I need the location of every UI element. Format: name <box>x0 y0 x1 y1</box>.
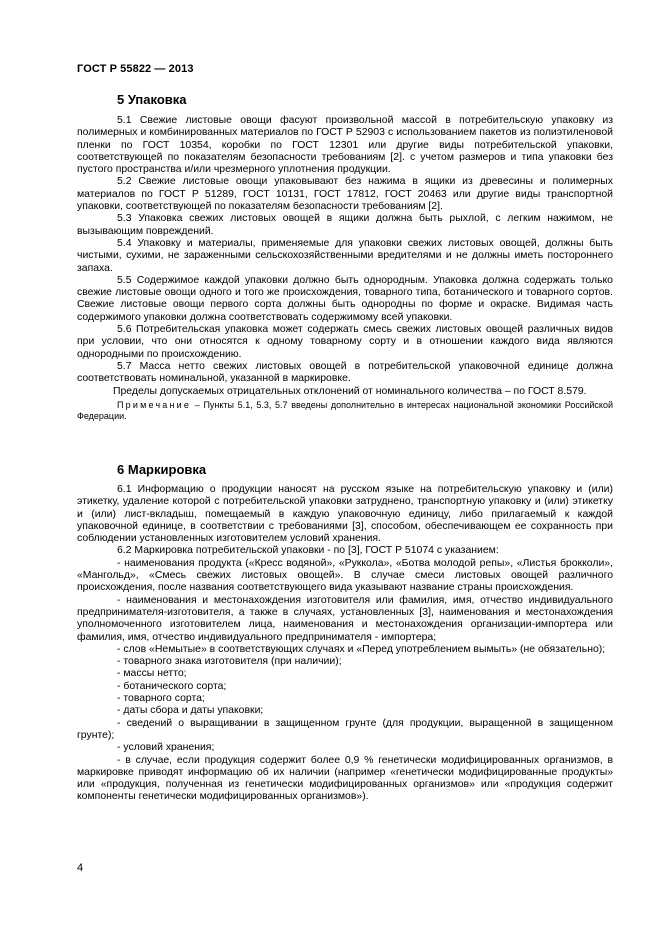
paragraph-5-3: 5.3 Упаковка свежих листовых овощей в ящики должна быть рыхлой, с легким нажимом, не вызывающим повреждений. <box>77 213 613 237</box>
note-label: Примечание <box>117 399 192 410</box>
list-item: - наименования продукта («Кресс водяной», «Руккола», «Ботва молодой репы», «Листья брокколи», «Мангольд», «Смесь свежих листовых овощей». В случае смеси листовых овощей различного происхождения, после названия соответствующего вида указывают название страны происхождения. <box>77 557 613 594</box>
section-6-body <box>77 484 613 804</box>
list-item: - слов «Немытые» в соответствующих случаях и «Перед употреблением вымыть» (не обязательно); <box>117 643 606 655</box>
list-item: - массы нетто; <box>117 668 187 680</box>
list-item: - товарного знака изготовителя (при наличии); <box>117 656 342 668</box>
paragraph-5-7: 5.7 Масса нетто свежих листовых овощей в потребительской упаковочной единице должна соответствовать номинальной, указанной в маркировке. <box>77 360 613 385</box>
paragraph-5-5: 5.5 Содержимое каждой упаковки должно быть однородным. Упаковка должна содержать только свежие листовые овощи одного и того же происхождения, товарного типа, ботанического и товарного сортов. Свежие листовые овощи первого сорта должны быть однородны по форме и окраске. Видимая часть содержимого упаковки должна соответствовать содержимому всей упаковки. <box>77 274 613 323</box>
list-item: - условий хранения; <box>117 742 215 754</box>
list-item: - даты сбора и даты упаковки; <box>117 705 264 717</box>
section-5-heading: 5 Упаковка <box>117 92 187 107</box>
paragraph-tolerances: Пределы допускаемых отрицательных отклонений от номинального количества – по ГОСТ 8.579. <box>113 385 587 397</box>
section-5-body <box>77 115 613 422</box>
paragraph-5-1: 5.1 Свежие листовые овощи фасуют произвольной массой в потребительскую упаковку из полимерных и комбинированных материалов по ГОСТ Р 52903 с использованием пакетов из полиэтиленовой пленки по ГОСТ 10354, коробки по ГОСТ 12301 или другие виды потребительской упаковки, соответствующей по показателям безопасности требованиям [2]. с учетом размеров и типа упаковки без пустого пространства и/или чрезмерного уплотнения продукции. <box>77 115 613 176</box>
page-number: 4 <box>77 862 84 874</box>
paragraph-5-4: 5.4 Упаковку и материалы, применяемые для упаковки свежих листовых овощей, должны быть чистыми, сухими, не зараженными сельскохозяйственными вредителями и не должны иметь постороннего запаха. <box>77 237 613 274</box>
list-item: - в случае, если продукция содержит более 0,9 % генетически модифицированных организмов, в маркировке приводят информацию об их наличии (например «генетически модифицированные продукты» или «продукция, полученная из генетически модифицированных организмов» или «продукция содержит компоненты генетически модифицированных организмов»). <box>77 754 613 803</box>
paragraph-6-1: 6.1 Информацию о продукции наносят на русском языке на потребительскую упаковку и (или) этикетку, удаление которой с потребительской упаковки затруднено, транспортную упаковку и (или) этикетку и (или) лист-вкладыш, помещаемый в каждую упаковочную единицу, либо прилагаемый к каждой упаковочной единице, в соответствии с требованиями [3], способом, обеспечивающем ее сохранность при соблюдении установленных изготовителем условий хранения. <box>77 484 613 545</box>
list-item: - ботанического сорта; <box>117 680 227 692</box>
list-item: - наименования и местонахождения изготовителя или фамилия, имя, отчество индивидуального предпринимателя-изготовителя, а также в случаях, установленных [3], наименования и местонахождения уполномоченного изготовителем лица, наименования и местонахождения организации-импортера или фамилия, имя, отчество индивидуального предпринимателя - импортера; <box>77 594 613 643</box>
section-6-heading: 6 Маркировка <box>117 462 207 477</box>
standard-header: ГОСТ Р 55822 — 2013 <box>77 63 194 75</box>
paragraph-5-2: 5.2 Свежие листовые овощи упаковывают без нажима в ящики из древесины и полимерных материалов по ГОСТ Р 51289, ГОСТ 10131, ГОСТ 17812, ГОСТ 20463 или другие виды транспортной упаковки, соответствующей по показателям безопасности требованиям [2]. <box>77 176 613 213</box>
paragraph-5-6: 5.6 Потребительская упаковка может содержать смесь свежих листовых овощей различных видов при условии, что они относятся к одному товарному сорту и в отношении каждого вида являются однородными по происхождению. <box>77 324 613 360</box>
paragraph-6-2: 6.2 Маркировка потребительской упаковки - по [3], ГОСТ Р 51074 с указанием: <box>117 545 499 557</box>
note-text: – Пункты 5.1, 5.3, 5.7 введены дополнительно в интересах национальной экономики Российской Федерации. <box>77 399 613 421</box>
note <box>77 400 613 422</box>
list-item: - сведений о выращивании в защищенном грунте (для продукции, выращенной в защищенном грунте); <box>77 717 613 741</box>
list-item: - товарного сорта; <box>117 693 205 705</box>
